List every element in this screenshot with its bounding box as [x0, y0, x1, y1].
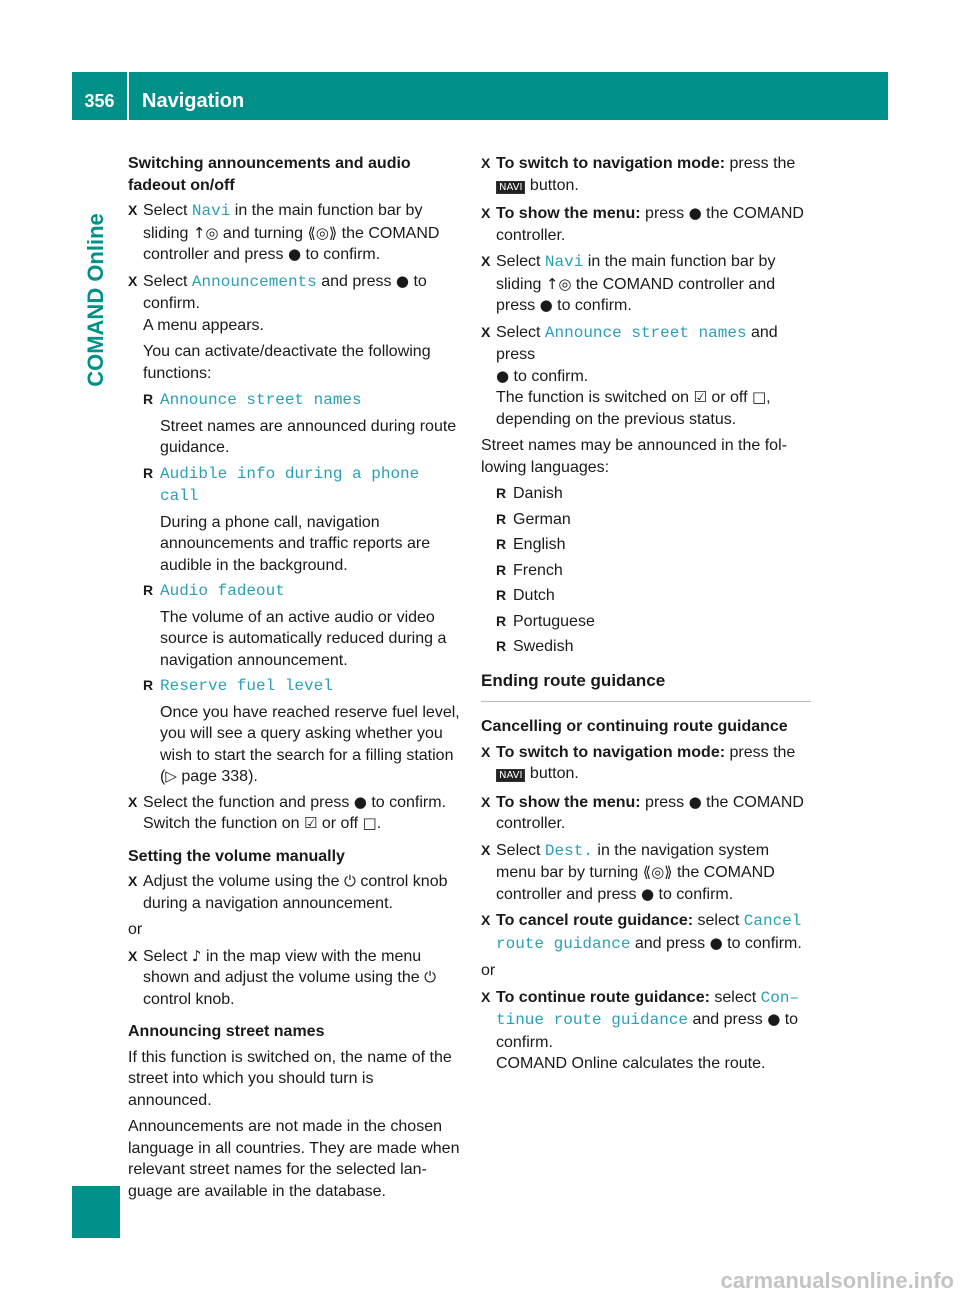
- step-cancel-route: X To cancel route guidance: select Cancel route guidance and press ● to confirm.: [481, 910, 811, 955]
- step-show-menu: X To show the menu: press ● the COMAND controller.: [481, 203, 811, 246]
- turn-controller-icon: ⟪◎⟫: [307, 223, 338, 242]
- step-adjust-volume: X Adjust the volume using the ⏻ control knob during a navigation announcement.: [128, 871, 460, 914]
- language-item: R German: [481, 509, 811, 531]
- language-item: R French: [481, 560, 811, 582]
- step-show-menu-2: X To show the menu: press ● the COMAND controller.: [481, 792, 811, 835]
- language-item: R Portuguese: [481, 611, 811, 633]
- side-tab-block: [72, 1186, 120, 1238]
- press-controller-icon: ●: [353, 792, 367, 811]
- step-select-announce-street-names: X Select Announce street names and press ● to confirm. The function is switched on ☑ or off □, depending on the previous status.: [481, 322, 811, 431]
- bullet-reserve-fuel: R Reserve fuel level: [128, 675, 460, 698]
- language-item: R Danish: [481, 483, 811, 505]
- language-list: [481, 483, 811, 658]
- step-select-function: X Select the function and press ● to confirm. Switch the function on ☑ or off □.: [128, 792, 460, 835]
- checkbox-unchecked-icon: □: [751, 388, 767, 406]
- heading-switching-announcements: Switching announcements and audio fadeout on/off: [128, 155, 411, 194]
- header-bar: [72, 72, 888, 120]
- header-divider: [127, 72, 129, 120]
- speaker-icon: ♪: [191, 946, 202, 965]
- right-column: X To switch to navigation mode: press the NAVI button. X To show the menu: press ● the COMAND controller. X Select Navi in the main function bar by sliding ↑◎ the COMAND controller and press ● to confirm. X Select Announce street names and press ● to confirm. The function is switched on ☑ or off □, depending on the previous status. Street names may be announced in the fol-lowing languages: R Danish R German R English R French R Dutch R Portuguese R Swedish Ending route guidance Cancelling or continuing route guidance X To switch to navigation mode: press the NAVI button. X To show the menu: press ● the COMAND controller. X Select Dest. in the navigation system menu bar by turning ⟪◎⟫ the COMAND controller and press ● to confirm. X To cancel route guidance: select Cancel route guidance and press ● to confirm. or X To continue route guidance: select Con–tinue route guidance and press ● to confirm. COMAND Online calculates the route.: [481, 153, 811, 1080]
- power-knob-icon: ⏻: [424, 968, 436, 986]
- step-continue-route: X To continue route guidance: select Con–tinue route guidance and press ● to confirm. COMAND Online calculates the route.: [481, 987, 811, 1075]
- section-title: Navigation: [142, 90, 245, 112]
- heading-cancel-continue: Cancelling or continuing route guidance: [481, 718, 788, 735]
- power-knob-icon: ⏻: [344, 872, 356, 890]
- press-controller-icon: ●: [709, 933, 723, 952]
- left-column: Switching announcements and audio fadeout on/off X Select Navi in the main function bar by sliding ↑◎ and turning ⟪◎⟫ the COMAND controller and press ● to confirm. X Select Announcements and press ● to confirm. A menu appears. You can activate/deactivate the following functions: R Announce street names Street names are announced during route guidance. R Audible info during a phone call During a phone call, navigation announcements and traffic reports are audible in the background. R Audio fadeout The volume of an active audio or video source is automatically reduced during a navigation announcement. R Reserve fuel level Once you have reached reserve fuel level, you will see a query asking whether you wish to start the search for a filling station (▷ page 338). X Select the function and press ● to confirm. Switch the function on ☑ or off □. Setting the volume manually X Adjust the volume using the ⏻ control knob during a navigation announcement. or X Select ♪ in the map view with the menu shown and adjust the volume using the ⏻ control knob. Announcing street names If this function is switched on, the name of the street into which you should turn is announced. Announcements are not made in the chosen language in all countries. They are made when relevant street names for the selected lan-guage are available in the database.: [128, 153, 460, 1207]
- heading-ending-route-guidance: Ending route guidance: [481, 670, 811, 703]
- language-item: R Dutch: [481, 585, 811, 607]
- checkbox-checked-icon: ☑: [693, 388, 707, 406]
- bullet-audio-fadeout: R Audio fadeout: [128, 580, 460, 603]
- step-nav-mode: X To switch to navigation mode: press the NAVI button.: [481, 153, 811, 198]
- press-controller-icon: ●: [640, 884, 655, 903]
- press-controller-icon: ●: [688, 792, 702, 811]
- step-select-navi-right: X Select Navi in the main function bar by sliding ↑◎ the COMAND controller and press ● to confirm.: [481, 251, 811, 317]
- navi-button-icon: NAVI: [496, 769, 525, 782]
- page-number: 356: [84, 91, 115, 111]
- page-ref-icon: ▷: [165, 767, 177, 785]
- press-controller-icon: ●: [539, 296, 553, 314]
- navi-button-icon: NAVI: [496, 181, 525, 194]
- heading-announcing-street-names: Announcing street names: [128, 1023, 325, 1040]
- press-controller-icon: ●: [767, 1010, 781, 1028]
- press-controller-icon: ●: [688, 204, 702, 222]
- turn-controller-icon: ⟪◎⟫: [642, 863, 673, 881]
- bullet-announce-street-names: R Announce street names: [128, 389, 460, 412]
- side-chapter-label: COMAND Online: [83, 213, 108, 387]
- step-select-speaker: X Select ♪ in the map view with the menu shown and adjust the volume using the ⏻ control knob.: [128, 946, 460, 1011]
- checkbox-unchecked-icon: □: [362, 814, 377, 832]
- slide-controller-icon: ↑◎: [192, 223, 219, 242]
- step-select-dest: X Select Dest. in the navigation system menu bar by turning ⟪◎⟫ the COMAND controller and press ● to confirm.: [481, 840, 811, 906]
- language-item: R English: [481, 534, 811, 556]
- step-nav-mode-2: X To switch to navigation mode: press the NAVI button.: [481, 742, 811, 787]
- press-controller-icon: ●: [287, 245, 302, 263]
- heading-volume-manual: Setting the volume manually: [128, 847, 345, 865]
- step-select-navi: X Select Navi in the main function bar by sliding ↑◎ and turning ⟪◎⟫ the COMAND controller and press ● to confirm.: [128, 200, 460, 266]
- press-controller-icon: ●: [395, 271, 409, 290]
- language-item: R Swedish: [481, 636, 811, 658]
- press-controller-icon: ●: [496, 366, 510, 385]
- slide-controller-icon: ↑◎: [545, 274, 572, 293]
- watermark: carmanualsonline.info: [720, 1268, 954, 1293]
- bullet-audible-info: R Audible info during a phone call: [128, 463, 460, 508]
- checkbox-checked-icon: ☑: [303, 814, 318, 832]
- step-select-announcements: X Select Announcements and press ● to confirm. A menu appears. You can activate/deactivate the following functions:: [128, 271, 460, 385]
